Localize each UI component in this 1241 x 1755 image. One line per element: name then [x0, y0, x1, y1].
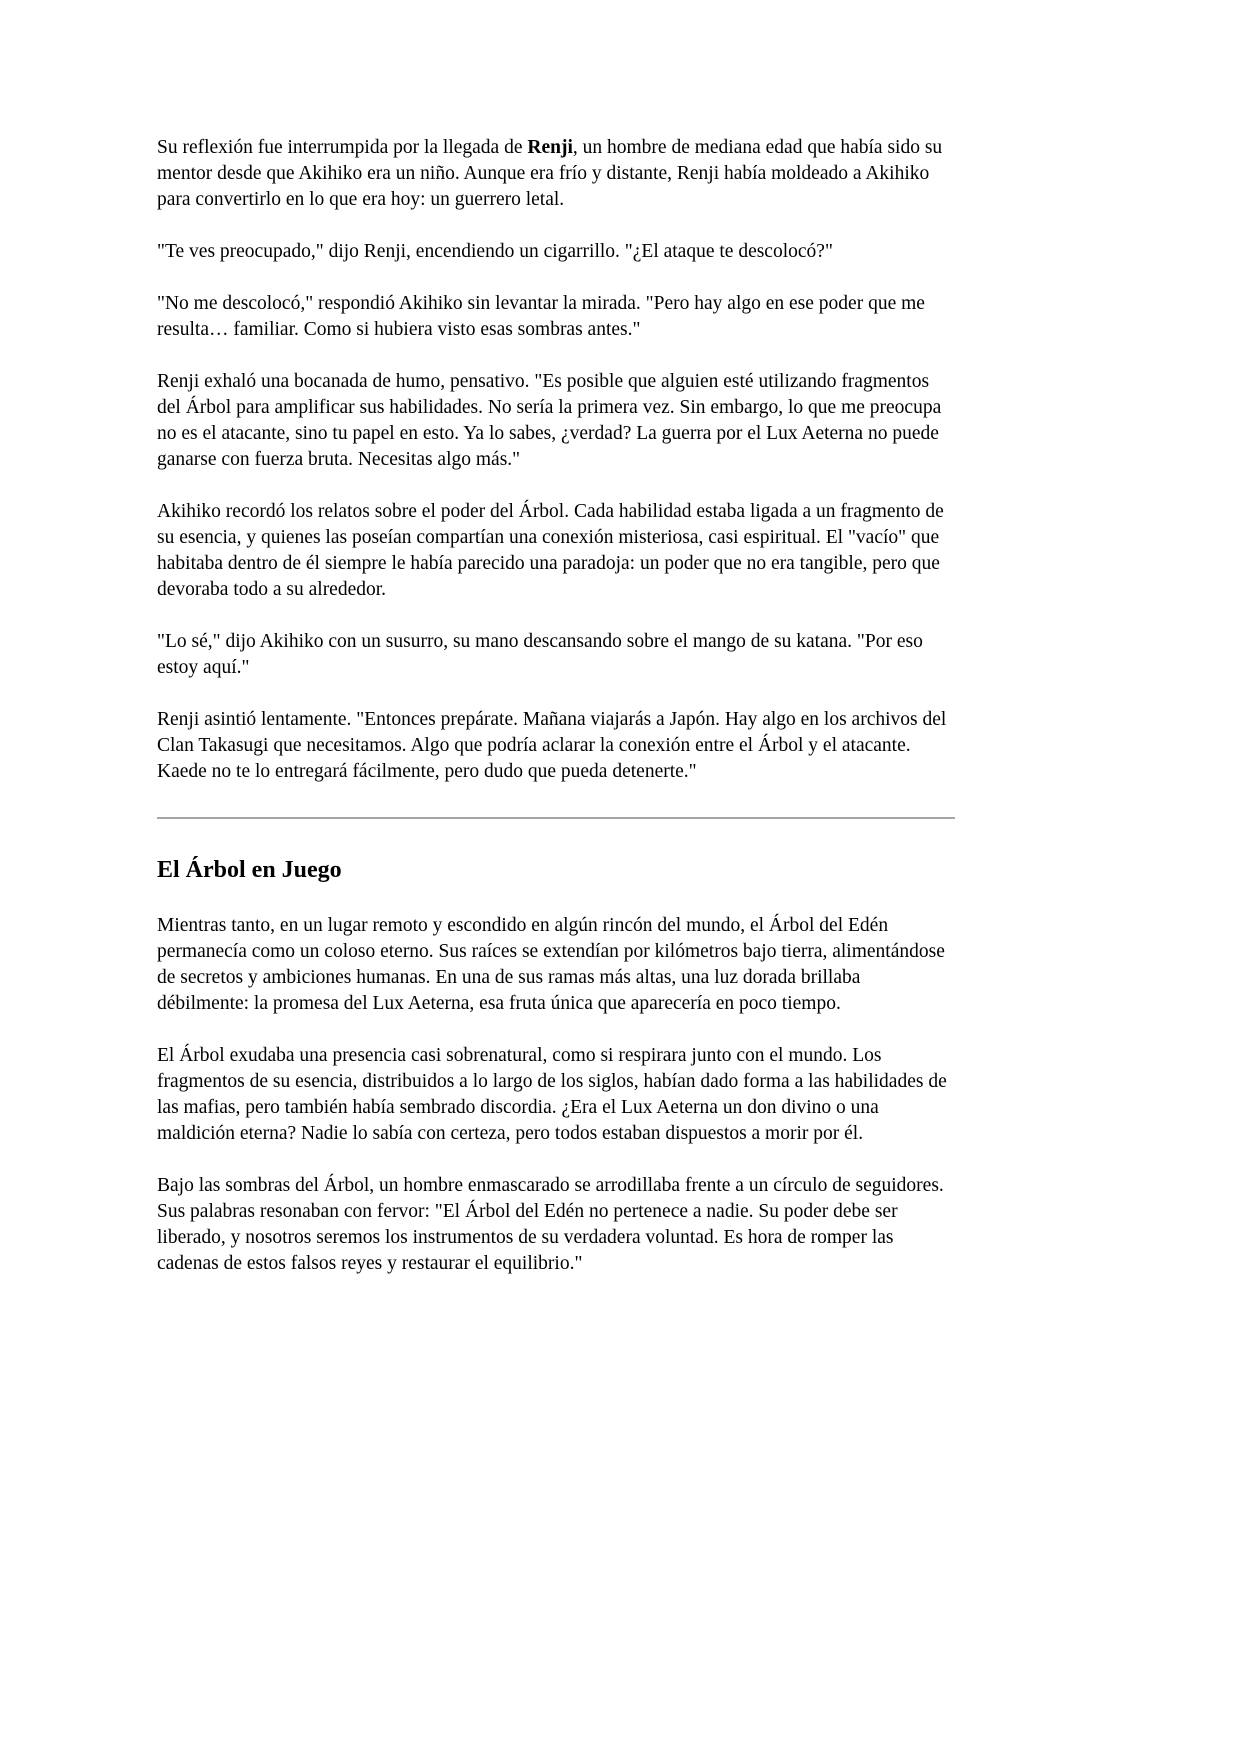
section-heading: El Árbol en Juego: [157, 857, 342, 883]
section-paragraph: Bajo las sombras del Árbol, un hombre enmascarado se arrodillaba frente a un círculo de seguidores. Sus palabras resonaban con fervor: "El Árbol del Edén no pertenece a nadie. Su poder debe ser liberado, y nosotros seremos los instrumentos de su verdadera voluntad. Es hora de romper las cadenas de estos falsos reyes y restaurar el equilibrio.": [157, 1175, 944, 1274]
intro-paragraph: "Te ves preocupado," dijo Renji, encendiendo un cigarrillo. "¿El ataque te descolocó?": [157, 241, 833, 262]
paragraph-text: Su reflexión fue interrumpida por la llegada de: [157, 137, 528, 158]
intro-paragraph: [157, 135, 955, 213]
section-paragraph: El Árbol exudaba una presencia casi sobrenatural, como si respirara junto con el mundo. Los fragmentos de su esencia, distribuidos a lo largo de los siglos, habían dado forma a las habilidades de las mafias, pero también había sembrado discordia. ¿Era el Lux Aeterna un don divino o una maldición eterna? Nadie lo sabía con certeza, pero todos estaban dispuestos a morir por él.: [157, 1045, 947, 1144]
intro-paragraph: Renji exhaló una bocanada de humo, pensativo. "Es posible que alguien esté utilizando fragmentos del Árbol para amplificar sus habilidades. No sería la primera vez. Sin embargo, lo que me preocupa no es el atacante, sino tu papel en esto. Ya lo sabes, ¿verdad? La guerra por el Lux Aeterna no puede ganarse con fuerza bruta. Necesitas algo más.": [157, 371, 942, 470]
intro-paragraph: "Lo sé," dijo Akihiko con un susurro, su mano descansando sobre el mango de su katana. "Por eso estoy aquí.": [157, 631, 923, 678]
paragraph-text: , un hombre de mediana edad que había sido su mentor desde que Akihiko era un niño. Aunque era frío y distante, Renji había moldeado a Akihiko para convertirlo en lo que era hoy: un guerrero letal.: [157, 137, 943, 210]
intro-paragraph: Akihiko recordó los relatos sobre el poder del Árbol. Cada habilidad estaba ligada a un fragmento de su esencia, y quienes las poseían compartían una conexión misteriosa, casi espiritual. El "vacío" que habitaba dentro de él siempre le había parecido una paradoja: un poder que no era tangible, pero que devoraba todo a su alrededor.: [157, 501, 944, 600]
intro-paragraph: "No me descolocó," respondió Akihiko sin levantar la mirada. "Pero hay algo en ese poder que me resulta… familiar. Como si hubiera visto esas sombras antes.": [157, 293, 925, 340]
section-divider: [157, 817, 955, 819]
character-name-bold: Renji: [527, 137, 573, 158]
intro-paragraph: Renji asintió lentamente. "Entonces prepárate. Mañana viajarás a Japón. Hay algo en los archivos del Clan Takasugi que necesitamos. Algo que podría aclarar la conexión entre el Árbol y el atacante. Kaede no te lo entregará fácilmente, pero dudo que pueda detenerte.": [157, 709, 947, 782]
section-paragraph: Mientras tanto, en un lugar remoto y escondido en algún rincón del mundo, el Árbol del Edén permanecía como un coloso eterno. Sus raíces se extendían por kilómetros bajo tierra, alimentándose de secretos y ambiciones humanas. En una de sus ramas más altas, una luz dorada brillaba débilmente: la promesa del Lux Aeterna, esa fruta única que aparecería en poco tiempo.: [157, 915, 945, 1014]
